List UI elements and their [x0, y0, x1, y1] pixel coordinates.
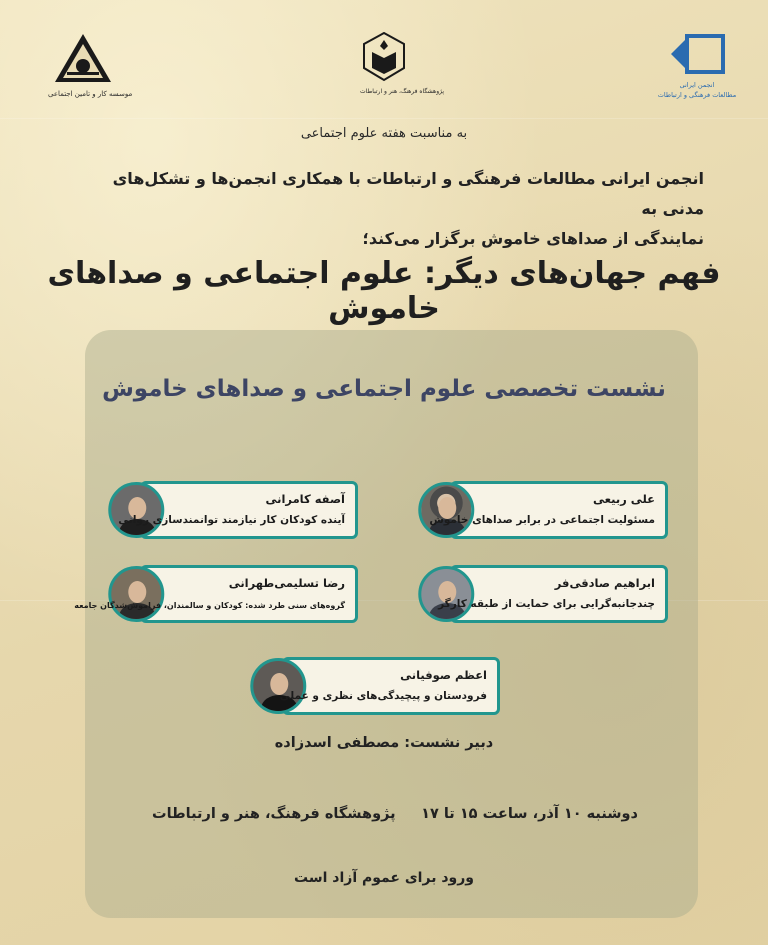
speaker-name: علی ربیعی	[593, 492, 655, 506]
labor-institute-logo	[48, 32, 133, 98]
occasion-text: به مناسبت هفته علوم اجتماعی	[300, 126, 468, 141]
logo-caption: انجمن ایرانی	[679, 81, 715, 89]
speaker-topic: مسئولیت اجتماعی در برابر صداهای خاموش	[429, 514, 655, 526]
logo-caption: پژوهشگاه فرهنگ، هنر و ارتباطات	[360, 88, 445, 95]
main-title: فهم جهان‌های دیگر: علوم اجتماعی و صداهای خاموش	[47, 256, 721, 326]
speaker-card	[429, 481, 668, 539]
speaker-name: آصفه کامرانی	[265, 492, 345, 506]
date-time-text: دوشنبه ۱۰ آذر، ساعت ۱۵ تا ۱۷	[421, 806, 638, 822]
speaker-topic: آینده کودکان کار نیازمند توانمندسازی روانی	[118, 514, 345, 526]
speaker-topic: فرودستان و پیچیدگی‌های نظری و عملی	[279, 690, 487, 702]
entry-note: ورود برای عموم آزاد است	[294, 870, 474, 886]
intro-line: نمایندگی از صداهای خاموش برگزار می‌کند؛	[362, 229, 704, 248]
panel-title: نشست تخصصی علوم اجتماعی و صداهای خاموش	[102, 376, 666, 402]
moderator-text: دبیر نشست: مصطفی اسدزاده	[274, 735, 494, 751]
logo-caption: موسسه کار و تامین اجتماعی	[48, 90, 133, 98]
iranian-association-logo	[652, 32, 742, 100]
event-panel	[85, 330, 698, 918]
triangle-emblem-icon	[53, 32, 113, 84]
speaker-name: رضا تسلیمی‌طهرانی	[228, 576, 345, 590]
speaker-card	[279, 657, 500, 715]
research-institute-logo	[360, 32, 445, 95]
paper-crease	[0, 118, 768, 119]
speaker-card	[118, 481, 358, 539]
intro-line: انجمن ایرانی مطالعات فرهنگی و ارتباطات با همکاری انجمن‌ها و تشکل‌های مدنی به	[112, 169, 704, 218]
speaker-avatar	[108, 566, 164, 622]
venue-text: پژوهشگاه فرهنگ، هنر و ارتباطات	[152, 806, 396, 822]
speaker-avatar	[108, 482, 164, 538]
square-bracket-emblem-icon	[667, 32, 727, 76]
speaker-card	[438, 565, 668, 623]
intro-text	[70, 164, 704, 254]
speaker-avatar	[250, 658, 306, 714]
speaker-name: اعظم صوفیانی	[400, 668, 487, 682]
speaker-topic: چندجانبه‌گرایی برای حمایت از طبقه کارگر	[438, 598, 655, 610]
speaker-name: ابراهیم صادقی‌فر	[554, 576, 655, 590]
speaker-avatar	[418, 482, 474, 538]
speaker-topic: گروه‌های سنی طرد شده: کودکان و سالمندان، فراموش‌شدگان جامعه	[74, 601, 345, 610]
book-emblem-icon	[362, 32, 406, 82]
speaker-card	[74, 565, 358, 623]
logo-caption: مطالعات فرهنگی و ارتباطات	[657, 90, 737, 99]
speaker-avatar	[418, 566, 474, 622]
